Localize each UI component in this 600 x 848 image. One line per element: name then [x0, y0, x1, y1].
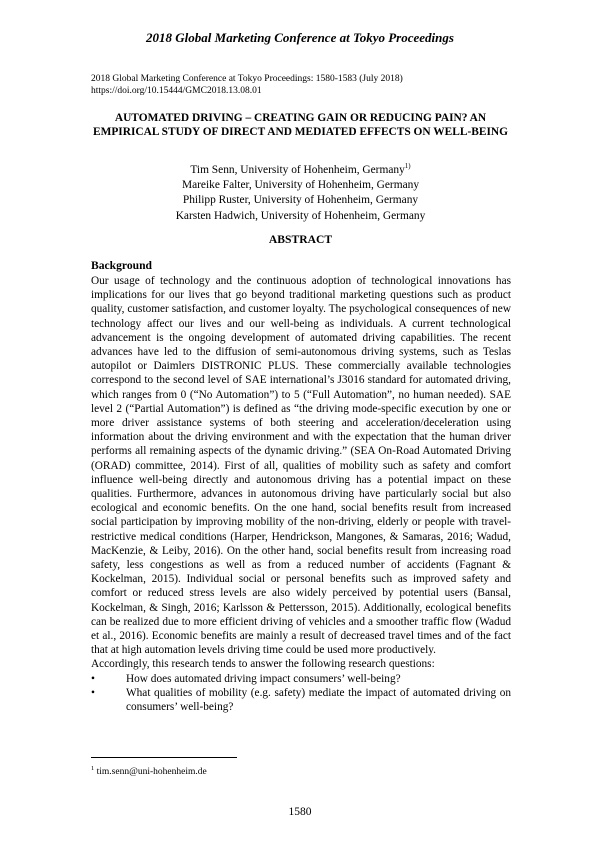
author-line: Philipp Ruster, University of Hohenheim, Germany — [182, 194, 419, 207]
author-list — [88, 159, 513, 224]
list-item — [91, 672, 511, 686]
list-item — [91, 686, 511, 714]
page-number: 1580 — [288, 806, 312, 818]
background-paragraph: Our usage of technology and the continuous adoption of technological innovations has implications for our lives that go beyond traditional marketing questions such as product quality, customer satisfaction, and customer loyalty. The psychological consequences of new technology affect our lives and our well-being as individuals. A current technological advancement is the ongoing development of automated driving capabilities. The recent advances have led to the diffusion of semi-autonomous driving systems, such as Teslas autopilot or Daimlers DISTRONIC PLUS. These commercially available technologies correspond to the second level of SAE international’s J3016 standard for automated driving, which ranges from 0 (“No Automation”) to 5 (“Full Automation”, no human needed). SAE level 2 (“Partial Automation”) is defined as “the driving mode-specific execution by one or more driver assistance systems of both steering and acceleration/deceleration using information about the driving environment and with the expectation that the human driver performs all remaining aspects of the dynamic driving.” (SEA On-Road Automated Driving (ORAD) committee, 2014). First of all, qualities of mobility such as safety and comfort influence well-being directly and autonomous driving has a potential impact on these qualities. Furthermore, advances in autonomous driving have particularly social but also ecological and economic benefits. On the one hand, social benefits result from increased social participation by improving mobility of the non-driving, elderly or people with travel-restrictive medical conditions (Harper, Hendrickson, Mangones, & Samaras, 2016; Wadud, MacKenzie, & Leiby, 2016). On the other hand, social benefits result from increasing road safety, less congestions as well as from a reduced number of accidents (Fagnant & Kockelman, 2015). Individual social or personal benefits such as improved safety and comfort or reduced stress levels are also widely perceived by potential users (Bansal, Kockelman, & Singh, 2016; Karlsson & Pettersson, 2015). Additionally, ecological benefits can be realized due to more efficient driving of vehicles and a smoother traffic flow (Wadud et al., 2016). Economic benefits are mainly a result of decreased travel times and of the fact that at high automation levels driving time could be used more productively. — [91, 275, 511, 657]
footnote — [91, 765, 207, 777]
author-line: Karsten Hadwich, University of Hohenheim, Germany — [175, 209, 426, 222]
footnote-divider — [91, 757, 237, 758]
footnote-number: 1 — [91, 765, 95, 772]
research-question: What qualities of mobility (e.g. safety) mediate the impact of automated driving on consumers’ well-being? — [126, 686, 511, 714]
running-head: 2018 Global Marketing Conference at Tokyo Proceedings — [146, 30, 454, 45]
bullet-icon: • — [91, 686, 95, 699]
research-questions-intro: Accordingly, this research tends to answer the following research questions: — [91, 658, 435, 671]
citation-line: 2018 Global Marketing Conference at Tokyo Proceedings: 1580-1583 (July 2018) — [91, 74, 403, 84]
footnote-marker[interactable]: 1) — [404, 162, 411, 170]
research-question-list — [91, 672, 511, 715]
bullet-icon: • — [91, 672, 95, 685]
abstract-heading: ABSTRACT — [268, 233, 333, 246]
footnote-email[interactable]: tim.senn@uni-hohenheim.de — [96, 767, 207, 778]
research-question: How does automated driving impact consumers’ well-being? — [126, 672, 401, 685]
paper-title: AUTOMATED DRIVING – CREATING GAIN OR REDUCING PAIN? AN EMPIRICAL STUDY OF DIRECT AND MEDIATED EFFECTS ON WELL-BEING — [93, 112, 508, 138]
section-heading-background: Background — [91, 259, 152, 272]
author-name: Tim Senn, University of Hohenheim, Germany — [190, 163, 405, 176]
doi-link[interactable]: https://doi.org/10.15444/GMC2018.13.08.01 — [91, 86, 262, 96]
abstract-body — [91, 274, 511, 714]
author-line: Mareike Falter, University of Hohenheim, Germany — [181, 179, 420, 192]
citation-block — [91, 73, 511, 97]
author-line — [88, 159, 513, 178]
